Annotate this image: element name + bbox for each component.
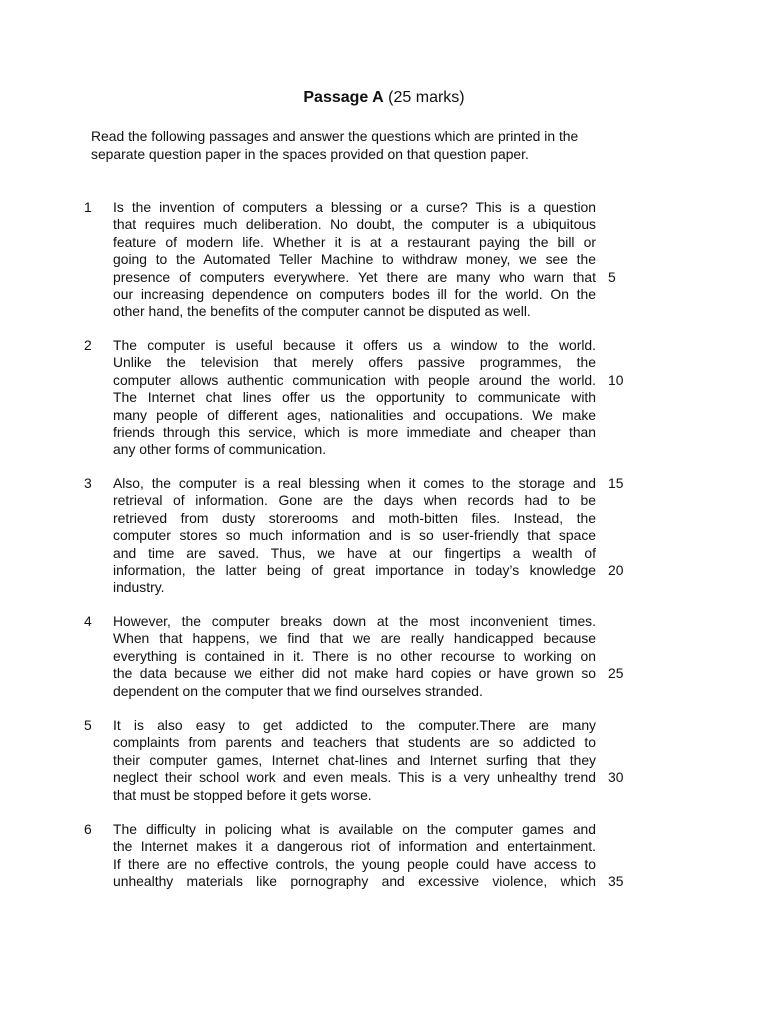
line-number-marker: 30 <box>608 769 624 786</box>
line-number-marker: 35 <box>608 873 624 890</box>
line-number-marker: 20 <box>608 562 624 578</box>
text-line: the Internet makes it a dangerous riot of information and entertainment. <box>113 838 596 855</box>
page-title <box>0 89 768 107</box>
text-line: other hand, the benefits of the computer cannot be disputed as well. <box>113 303 531 320</box>
text-line: everything is contained in it. There is no other recourse to working on <box>113 647 596 664</box>
text-line: any other forms of communication. <box>113 441 327 458</box>
line-number-marker: 5 <box>608 268 616 285</box>
line-number-marker: 25 <box>608 665 624 682</box>
text-line: The difficulty in policing what is available on the computer games and <box>113 821 596 837</box>
text-line: complaints from parents and teachers that students are so addicted to <box>113 734 596 751</box>
text-line: It is also easy to get addicted to the computer.There are many <box>113 717 596 733</box>
text-line: going to the Automated Teller Machine to withdraw money, we see the <box>113 251 596 268</box>
paragraph-number: 3 <box>84 475 92 491</box>
text-line: feature of modern life. Whether it is at a restaurant paying the bill or <box>113 233 596 250</box>
line-number-marker: 15 <box>608 475 624 491</box>
text-line: retrieval of information. Gone are the days when records had to be <box>113 492 596 509</box>
text-line: Unlike the television that merely offers passive programmes, the <box>113 354 596 371</box>
text-line: Also, the computer is a real blessing when it comes to the storage and <box>113 475 596 491</box>
paragraph-number: 5 <box>84 717 92 733</box>
text-line: presence of computers everywhere. Yet there are many who warn that <box>113 268 596 285</box>
text-line: information, the latter being of great importance in today’s knowledge <box>113 562 596 578</box>
paragraph-number: 6 <box>84 821 92 837</box>
text-line: that must be stopped before it gets worse. <box>113 786 372 803</box>
text-line: industry. <box>113 579 165 596</box>
instructions <box>91 127 631 163</box>
instruction-line: separate question paper in the spaces provided on that question paper. <box>91 146 529 162</box>
instruction-line: Read the following passages and answer the questions which are printed in the <box>91 128 579 144</box>
text-line: Is the invention of computers a blessing or a curse? This is a question <box>113 199 596 215</box>
text-line: The Internet chat lines offer us the opportunity to communicate with <box>113 389 596 406</box>
text-line: When that happens, we find that we are really handicapped because <box>113 630 596 647</box>
text-line: that requires much deliberation. No doubt, the computer is a ubiquitous <box>113 216 596 233</box>
text-line: If there are no effective controls, the young people could have access to <box>113 855 596 872</box>
title-bold: Passage A <box>303 89 384 106</box>
text-line: our increasing dependence on computers bodes ill for the world. On the <box>113 286 596 302</box>
paragraph-number: 1 <box>84 199 92 215</box>
text-line: retrieved from dusty storerooms and moth-bitten files. Instead, the <box>113 509 596 526</box>
text-line: computer allows authentic communication with people around the world. <box>113 371 596 388</box>
text-line: friends through this service, which is more immediate and cheaper than <box>113 424 596 440</box>
title-marks: (25 marks) <box>388 89 465 106</box>
text-line: unhealthy materials like pornography and excessive violence, which <box>113 873 596 890</box>
paragraph-number: 2 <box>84 337 92 353</box>
text-line: dependent on the computer that we find ourselves stranded. <box>113 682 483 699</box>
text-line: and time are saved. Thus, we have at our fingertips a wealth of <box>113 544 596 561</box>
paragraph-number: 4 <box>84 613 92 629</box>
text-line: the data because we either did not make hard copies or have grown so <box>113 665 596 682</box>
line-number-marker: 10 <box>608 371 624 388</box>
text-line: neglect their school work and even meals. This is a very unhealthy trend <box>113 769 596 786</box>
text-line: However, the computer breaks down at the most inconvenient times. <box>113 613 596 629</box>
text-line: many people of different ages, nationalities and occupations. We make <box>113 406 596 423</box>
text-line: The computer is useful because it offers us a window to the world. <box>113 337 596 353</box>
text-line: computer stores so much information and is so user-friendly that space <box>113 527 596 544</box>
text-line: their computer games, Internet chat-lines and Internet surfing that they <box>113 751 596 768</box>
